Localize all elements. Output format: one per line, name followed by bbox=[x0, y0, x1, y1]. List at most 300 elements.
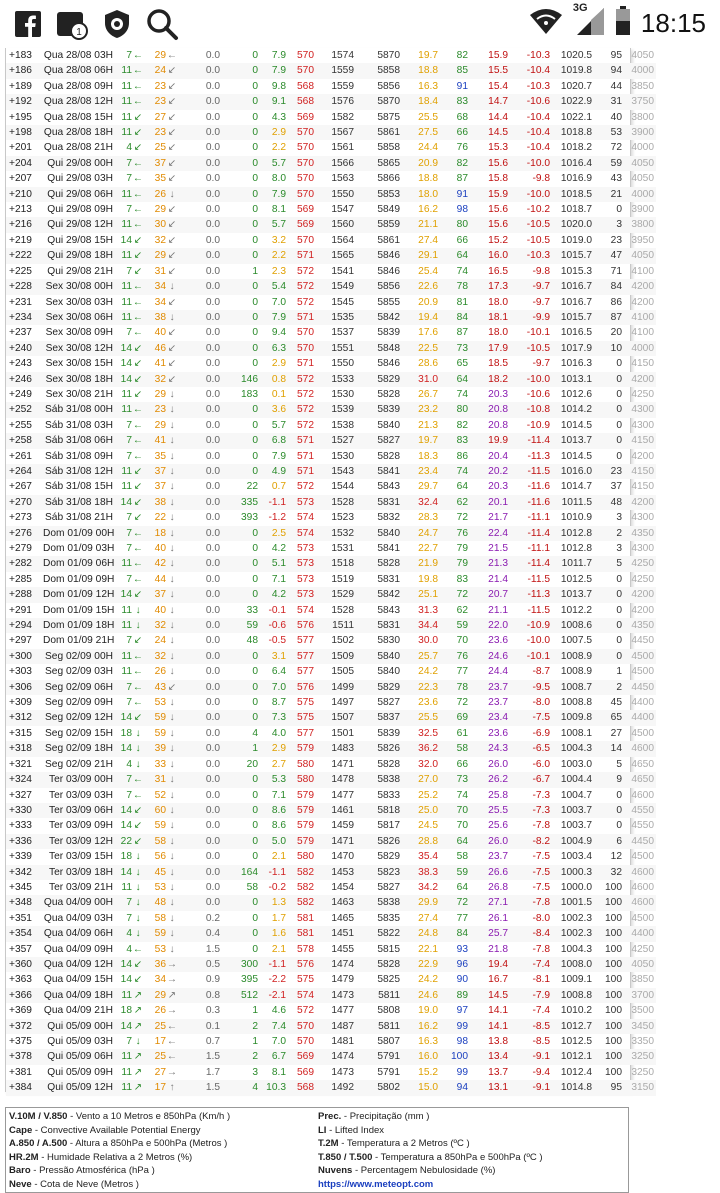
clouds-cell: 94 bbox=[592, 63, 622, 78]
hr2m-cell: 76 bbox=[438, 649, 468, 664]
wind10m-dir-icon: ↙ bbox=[132, 803, 144, 818]
baro-cell: 1007.5 bbox=[560, 635, 592, 647]
date-cell: Sáb 31/08 09H bbox=[45, 450, 113, 462]
a500b-cell: 5840 bbox=[354, 649, 400, 664]
a500b-cell: 5828 bbox=[377, 758, 400, 770]
a500b-cell: 5870 bbox=[354, 94, 400, 109]
wind10m-dir-icon: ← bbox=[132, 450, 144, 462]
a500-cell: 1479 bbox=[331, 974, 354, 986]
table-row bbox=[6, 110, 656, 125]
t850-cell: 15.9 bbox=[488, 50, 508, 61]
legend-entry bbox=[318, 1110, 543, 1124]
li-cell: 3.1 bbox=[258, 649, 286, 664]
t500-cell: -7.3 bbox=[532, 789, 550, 801]
hr2m-cell: 72 bbox=[456, 697, 468, 709]
t500-cell: -9.7 bbox=[532, 358, 550, 370]
date-cell: Sex 30/08 03H bbox=[45, 296, 113, 308]
a850-cell: 570 bbox=[286, 125, 314, 140]
precip-cell: 0.5 bbox=[178, 957, 220, 972]
clouds-cell: 1 bbox=[616, 666, 622, 678]
t850-cell: 17.3 bbox=[468, 279, 508, 294]
t500-cell: -8.7 bbox=[532, 666, 550, 678]
wind10m-cell: 18 bbox=[120, 727, 132, 739]
clouds-cell: 100 bbox=[592, 926, 622, 941]
wind10m-dir-icon: ↓ bbox=[132, 865, 144, 880]
t2m-cell: 22.6 bbox=[400, 279, 438, 294]
precip-cell: 0.1 bbox=[178, 1019, 220, 1034]
hr2m-cell: 77 bbox=[456, 912, 468, 924]
wind850-dir-icon: ↙ bbox=[166, 341, 178, 356]
hr2m-cell: 72 bbox=[438, 895, 468, 910]
t2m-cell: 21.1 bbox=[400, 217, 438, 232]
t850-cell: 15.5 bbox=[468, 63, 508, 78]
hour-cell: +255 bbox=[9, 419, 32, 431]
legend-entry bbox=[318, 1124, 543, 1138]
hr2m-cell: 66 bbox=[456, 234, 468, 246]
t850-cell: 23.6 bbox=[488, 635, 508, 647]
snow-cell: 3250 bbox=[631, 1066, 654, 1078]
hr2m-cell: 80 bbox=[438, 402, 468, 417]
table-row bbox=[6, 325, 656, 340]
legend-description: - Humidade Relativa a 2 Metros (%) bbox=[38, 1151, 193, 1163]
table-row bbox=[6, 187, 656, 202]
wind10m-dir-icon: ← bbox=[132, 433, 144, 448]
t2m-cell: 18.4 bbox=[400, 94, 438, 109]
t500-cell: -9.1 bbox=[508, 1080, 550, 1095]
li-cell: 7.4 bbox=[258, 1019, 286, 1034]
cape-cell: 0 bbox=[220, 710, 258, 725]
hour-cell: +225 bbox=[9, 265, 32, 277]
legend-description: - Temperatura a 2 Metros (ºC ) bbox=[338, 1138, 470, 1149]
hour-cell: +357 bbox=[9, 943, 32, 955]
cape-cell: 2 bbox=[220, 1019, 258, 1034]
snow-cell: 4200 bbox=[631, 450, 654, 462]
wind10m-cell: 14 bbox=[120, 820, 132, 832]
wind850-cell: 35 bbox=[154, 173, 166, 185]
a500-cell: 1539 bbox=[314, 402, 354, 417]
hour-cell: +207 bbox=[9, 173, 32, 185]
wind850-cell: 58 bbox=[144, 834, 166, 849]
t850-cell: 26.0 bbox=[488, 758, 508, 770]
wind850-cell: 46 bbox=[144, 341, 166, 356]
t2m-cell: 24.6 bbox=[400, 988, 438, 1003]
wind10m-dir-icon: ← bbox=[132, 156, 144, 171]
snow-cell: 4050 bbox=[622, 957, 656, 972]
wind850-cell: 32 bbox=[154, 234, 166, 246]
wind850-dir-icon: ↓ bbox=[169, 881, 175, 893]
hr2m-cell: 62 bbox=[438, 495, 468, 510]
baro-cell: 1003.7 bbox=[560, 820, 592, 832]
wind10m-dir-icon: ↙ bbox=[132, 587, 144, 602]
wind850-cell: 31 bbox=[144, 772, 166, 787]
wind10m-dir-icon: ← bbox=[132, 556, 144, 571]
cape-cell: 3 bbox=[252, 1066, 258, 1078]
date-cell: Qua 28/08 06H bbox=[43, 63, 117, 78]
wind850-dir-icon: → bbox=[166, 957, 178, 972]
snow-cell: 3900 bbox=[631, 204, 654, 216]
hour-cell: +219 bbox=[9, 234, 32, 246]
wind10m-dir-icon: ← bbox=[132, 419, 144, 431]
hour-cell: +339 bbox=[9, 851, 32, 863]
a850-cell: 579 bbox=[286, 803, 314, 818]
wind850-dir-icon: ↓ bbox=[169, 604, 175, 616]
baro-cell: 1000.0 bbox=[560, 881, 592, 893]
baro-cell: 1020.0 bbox=[550, 217, 592, 232]
table-row bbox=[6, 217, 656, 232]
meteopt-link[interactable]: https://www.meteopt.com bbox=[318, 1178, 434, 1190]
precip-cell: 0.0 bbox=[178, 618, 220, 633]
clouds-cell: 10 bbox=[592, 341, 622, 356]
a500b-cell: 5791 bbox=[354, 1049, 400, 1064]
wind850-dir-icon: → bbox=[166, 1005, 178, 1017]
wind850-cell: 33 bbox=[154, 758, 166, 770]
date-cell: Qui 29/08 15H bbox=[47, 234, 113, 246]
a850-cell: 573 bbox=[297, 573, 314, 585]
wind10m-dir-icon: ← bbox=[132, 402, 144, 417]
baro-cell: 1002.3 bbox=[560, 912, 592, 924]
wind10m-cell: 4 bbox=[126, 142, 132, 154]
wind10m-dir-icon: ↗ bbox=[133, 1066, 143, 1078]
snow-cell: 4050 bbox=[631, 50, 654, 61]
wind850-dir-icon: ↙ bbox=[167, 265, 177, 277]
wind10m-cell: 14 bbox=[120, 358, 132, 370]
wind850-dir-icon: ↓ bbox=[169, 543, 175, 554]
a500-cell: 1544 bbox=[331, 481, 354, 493]
wind10m-dir-icon: ← bbox=[132, 543, 144, 554]
a500-cell: 1497 bbox=[331, 697, 354, 709]
cape-cell: 58 bbox=[246, 881, 258, 893]
clouds-cell: 95 bbox=[592, 1080, 622, 1095]
snow-cell: 4500 bbox=[631, 912, 654, 924]
precip-cell: 0.0 bbox=[205, 296, 220, 308]
a500-cell: 1547 bbox=[331, 204, 354, 216]
wind10m-dir-icon: ↙ bbox=[133, 635, 143, 647]
a850-cell: 568 bbox=[297, 80, 314, 92]
t2m-cell: 24.7 bbox=[400, 526, 438, 541]
t500-cell: -10.5 bbox=[526, 234, 550, 246]
wind850-cell: 37 bbox=[144, 156, 166, 171]
snow-cell: 4000 bbox=[631, 142, 654, 154]
li-cell: -0.2 bbox=[268, 881, 286, 893]
table-row bbox=[6, 988, 656, 1003]
snow-cell: 4500 bbox=[631, 666, 654, 678]
t500-cell: -9.7 bbox=[508, 279, 550, 294]
cape-cell: 0 bbox=[252, 543, 258, 554]
clouds-cell: 9 bbox=[592, 772, 622, 787]
wind10m-cell: 7 bbox=[117, 433, 132, 448]
table-row bbox=[6, 418, 656, 433]
a500-cell: 1559 bbox=[314, 63, 354, 78]
a500b-cell: 5846 bbox=[377, 358, 400, 370]
li-cell: -0.1 bbox=[268, 604, 286, 616]
li-cell: 8.1 bbox=[271, 204, 286, 216]
wind10m-cell: 11 bbox=[117, 125, 132, 140]
t850-cell: 26.6 bbox=[468, 865, 508, 880]
hr2m-cell: 73 bbox=[438, 341, 468, 356]
cape-cell: 0 bbox=[220, 926, 258, 941]
t2m-cell: 27.4 bbox=[418, 234, 438, 246]
wind850-dir-icon: ↓ bbox=[166, 495, 178, 510]
hour-cell: +258 bbox=[6, 433, 43, 448]
date-cell: Sáb 31/08 15H bbox=[45, 481, 113, 493]
wind850-dir-icon: ↓ bbox=[166, 310, 178, 325]
clouds-cell: 20 bbox=[610, 327, 622, 339]
clouds-cell: 95 bbox=[610, 50, 622, 61]
snow-cell: 4150 bbox=[622, 433, 656, 448]
a500b-cell: 5823 bbox=[354, 865, 400, 880]
a850-cell: 579 bbox=[297, 820, 314, 832]
t850-cell: 15.8 bbox=[488, 173, 508, 185]
a850-cell: 572 bbox=[297, 265, 314, 277]
t850-cell: 23.7 bbox=[488, 697, 508, 709]
snow-cell: 4350 bbox=[622, 526, 656, 541]
t2m-cell: 25.5 bbox=[400, 710, 438, 725]
a500-cell: 1465 bbox=[331, 912, 354, 924]
t2m-cell: 18.8 bbox=[418, 173, 438, 185]
cape-cell: 0 bbox=[252, 204, 258, 216]
li-cell: 5.7 bbox=[258, 217, 286, 232]
wind850-dir-icon: ↓ bbox=[166, 895, 178, 910]
t850-cell: 20.3 bbox=[488, 481, 508, 493]
a500b-cell: 5846 bbox=[354, 248, 400, 263]
cape-cell: 183 bbox=[241, 388, 258, 400]
wind10m-dir-icon: ← bbox=[132, 173, 144, 185]
wind850-dir-icon: ↙ bbox=[166, 94, 178, 109]
baro-cell: 1004.3 bbox=[560, 943, 592, 955]
baro-cell: 1014.5 bbox=[560, 419, 592, 431]
date-cell: Dom 01/09 18H bbox=[43, 618, 117, 633]
a850-cell: 573 bbox=[286, 556, 314, 571]
t500-cell: -10.3 bbox=[526, 80, 550, 92]
precip-cell: 0.2 bbox=[205, 912, 220, 924]
baro-cell: 1018.8 bbox=[550, 125, 592, 140]
li-cell: -0.6 bbox=[258, 618, 286, 633]
hour-cell: +234 bbox=[6, 310, 43, 325]
a500-cell: 1455 bbox=[331, 943, 354, 955]
wind10m-cell: 14 bbox=[117, 865, 132, 880]
hr2m-cell: 76 bbox=[438, 526, 468, 541]
a500b-cell: 5846 bbox=[377, 265, 400, 277]
clouds-cell: 0 bbox=[592, 649, 622, 664]
wind850-cell: 29 bbox=[154, 204, 166, 216]
date-cell: Qua 04/09 21H bbox=[43, 1005, 113, 1017]
a500-cell: 1478 bbox=[314, 772, 354, 787]
wind850-dir-icon: ↓ bbox=[166, 834, 178, 849]
t850-cell: 21.5 bbox=[488, 543, 508, 554]
clouds-cell: 43 bbox=[610, 173, 622, 185]
precip-cell: 0.0 bbox=[205, 789, 220, 801]
hr2m-cell: 73 bbox=[438, 772, 468, 787]
li-cell: 7.9 bbox=[258, 310, 286, 325]
facebook-icon bbox=[14, 10, 42, 43]
legend-description: - Lifted Index bbox=[326, 1124, 385, 1136]
t500-cell: -7.5 bbox=[508, 710, 550, 725]
t500-cell: -8.0 bbox=[532, 697, 550, 709]
wind850-dir-icon: ↓ bbox=[169, 789, 175, 801]
t500-cell: -6.7 bbox=[508, 772, 550, 787]
wind10m-dir-icon: ↙ bbox=[132, 495, 144, 510]
li-cell: 5.1 bbox=[258, 556, 286, 571]
legend-key: HR.2M bbox=[9, 1151, 39, 1163]
baro-cell: 1016.9 bbox=[560, 173, 592, 185]
t850-cell: 14.5 bbox=[468, 988, 508, 1003]
hr2m-cell: 74 bbox=[438, 464, 468, 479]
t850-cell: 14.1 bbox=[468, 1019, 508, 1034]
date-cell: Seg 02/09 06H bbox=[43, 680, 117, 695]
table-row bbox=[6, 171, 656, 186]
hr2m-cell: 72 bbox=[438, 587, 468, 602]
snow-cell: 3800 bbox=[631, 111, 654, 123]
a850-cell: 580 bbox=[286, 772, 314, 787]
clouds-cell: 0 bbox=[616, 573, 622, 585]
precip-cell: 0.0 bbox=[178, 556, 220, 571]
date-cell: Qui 05/09 00H bbox=[43, 1019, 117, 1034]
t500-cell: -10.1 bbox=[508, 649, 550, 664]
snow-cell: 3800 bbox=[622, 217, 656, 232]
a850-cell: 576 bbox=[286, 957, 314, 972]
legend-description: - Precipitação (mm ) bbox=[341, 1111, 430, 1122]
wind850-cell: 29 bbox=[154, 388, 166, 400]
clouds-cell: 5 bbox=[616, 758, 622, 770]
search-icon[interactable] bbox=[146, 8, 178, 45]
legend-entry bbox=[318, 1151, 543, 1165]
wind10m-dir-icon: ↙ bbox=[133, 481, 143, 493]
snow-cell: 4250 bbox=[631, 943, 654, 955]
precip-cell: 0.0 bbox=[178, 895, 220, 910]
t2m-cell: 16.0 bbox=[400, 1049, 438, 1064]
t2m-cell: 19.8 bbox=[418, 573, 438, 585]
hr2m-cell: 99 bbox=[456, 1066, 468, 1078]
a500-cell: 1576 bbox=[314, 94, 354, 109]
wind10m-cell: 7 bbox=[126, 173, 132, 185]
a850-cell: 571 bbox=[297, 450, 314, 462]
hr2m-cell: 64 bbox=[438, 248, 468, 263]
date-cell: Seg 02/09 21H bbox=[45, 758, 113, 770]
date-cell: Ter 03/09 06H bbox=[43, 803, 117, 818]
a500b-cell: 5828 bbox=[354, 957, 400, 972]
t500-cell: -7.4 bbox=[532, 1005, 550, 1017]
a500b-cell: 5808 bbox=[377, 1005, 400, 1017]
clouds-cell: 100 bbox=[605, 1036, 622, 1047]
snow-cell: 4450 bbox=[622, 680, 656, 695]
legend-link-row bbox=[318, 1178, 543, 1192]
clouds-cell: 59 bbox=[592, 156, 622, 171]
t2m-cell: 36.2 bbox=[400, 741, 438, 756]
legend-entry bbox=[9, 1124, 230, 1138]
forecast-table-container[interactable] bbox=[5, 48, 654, 1094]
a500b-cell: 5866 bbox=[377, 173, 400, 185]
wind10m-cell: 7 bbox=[126, 50, 132, 61]
li-cell: -0.5 bbox=[268, 635, 286, 647]
t850-cell: 21.8 bbox=[488, 943, 508, 955]
table-row bbox=[6, 402, 656, 417]
wind10m-dir-icon: ↙ bbox=[133, 388, 143, 400]
table-row bbox=[6, 1080, 656, 1095]
snow-cell: 3900 bbox=[622, 125, 656, 140]
li-cell: 4.6 bbox=[271, 1005, 286, 1017]
t2m-cell: 19.4 bbox=[400, 310, 438, 325]
cape-cell: 1 bbox=[252, 1005, 258, 1017]
wind10m-dir-icon: ↙ bbox=[132, 372, 144, 387]
snow-cell: 4050 bbox=[631, 173, 654, 185]
t500-cell: -10.1 bbox=[526, 327, 550, 339]
wind10m-dir-icon: ↙ bbox=[133, 234, 143, 246]
wind10m-dir-icon: ← bbox=[132, 649, 144, 664]
wind850-cell: 27 bbox=[154, 111, 166, 123]
cape-cell: 0 bbox=[252, 851, 258, 863]
precip-cell: 0.0 bbox=[178, 94, 220, 109]
a500-cell: 1501 bbox=[331, 727, 354, 739]
hour-cell: +378 bbox=[6, 1049, 43, 1064]
wind10m-dir-icon: ↓ bbox=[135, 758, 141, 770]
a500-cell: 1502 bbox=[331, 635, 354, 647]
baro-cell: 1013.7 bbox=[550, 587, 592, 602]
a500b-cell: 5856 bbox=[354, 279, 400, 294]
t850-cell: 14.1 bbox=[488, 1005, 508, 1017]
a850-cell: 573 bbox=[286, 495, 314, 510]
clouds-cell: 0 bbox=[616, 820, 622, 832]
wind10m-cell: 4 bbox=[117, 926, 132, 941]
a500b-cell: 5833 bbox=[377, 789, 400, 801]
li-cell: 4.3 bbox=[271, 111, 286, 123]
a500b-cell: 5870 bbox=[377, 50, 400, 61]
cape-cell: 0 bbox=[220, 464, 258, 479]
a500b-cell: 5840 bbox=[354, 526, 400, 541]
precip-cell: 0.9 bbox=[205, 974, 220, 986]
t850-cell: 20.7 bbox=[468, 587, 508, 602]
t850-cell: 25.7 bbox=[468, 926, 508, 941]
wind10m-cell: 7 bbox=[126, 512, 132, 524]
hour-cell: +252 bbox=[6, 402, 43, 417]
wind850-dir-icon: ↓ bbox=[169, 388, 175, 400]
precip-cell: 0.0 bbox=[205, 512, 220, 524]
clouds-cell: 12 bbox=[610, 851, 622, 863]
snow-cell: 4000 bbox=[622, 341, 656, 356]
baro-cell: 1012.2 bbox=[560, 604, 592, 616]
hour-cell: +222 bbox=[6, 248, 43, 263]
t850-cell: 21.1 bbox=[488, 604, 508, 616]
wind850-dir-icon: ↓ bbox=[166, 649, 178, 664]
t850-cell: 26.2 bbox=[468, 772, 508, 787]
hour-cell: +249 bbox=[9, 388, 32, 400]
clouds-cell: 86 bbox=[610, 296, 622, 308]
a500b-cell: 5831 bbox=[354, 495, 400, 510]
legend-key: A.850 / A.500 bbox=[9, 1138, 68, 1149]
t2m-cell: 35.4 bbox=[418, 851, 438, 863]
clouds-cell: 5 bbox=[592, 556, 622, 571]
a500b-cell: 5822 bbox=[354, 926, 400, 941]
precip-cell: 0.0 bbox=[178, 464, 220, 479]
cape-cell: 0 bbox=[252, 666, 258, 678]
a500b-cell: 5839 bbox=[377, 327, 400, 339]
t500-cell: -7.8 bbox=[532, 943, 550, 955]
wind850-cell: 29 bbox=[144, 988, 166, 1003]
wind10m-dir-icon: ↓ bbox=[132, 926, 144, 941]
t500-cell: -9.8 bbox=[532, 173, 550, 185]
a500-cell: 1560 bbox=[314, 217, 354, 232]
baro-cell: 1008.8 bbox=[550, 988, 592, 1003]
t2m-cell: 24.2 bbox=[418, 974, 438, 986]
a500-cell: 1582 bbox=[331, 111, 354, 123]
t850-cell: 15.4 bbox=[488, 80, 508, 92]
wind10m-dir-icon: ↙ bbox=[132, 248, 144, 263]
wind10m-dir-icon: ← bbox=[132, 279, 144, 294]
clouds-cell: 27 bbox=[610, 727, 622, 739]
snow-cell: 4450 bbox=[631, 635, 654, 647]
legend-key: Nuvens bbox=[318, 1165, 353, 1176]
baro-cell: 1000.3 bbox=[550, 865, 592, 880]
clouds-cell: 84 bbox=[592, 279, 622, 294]
